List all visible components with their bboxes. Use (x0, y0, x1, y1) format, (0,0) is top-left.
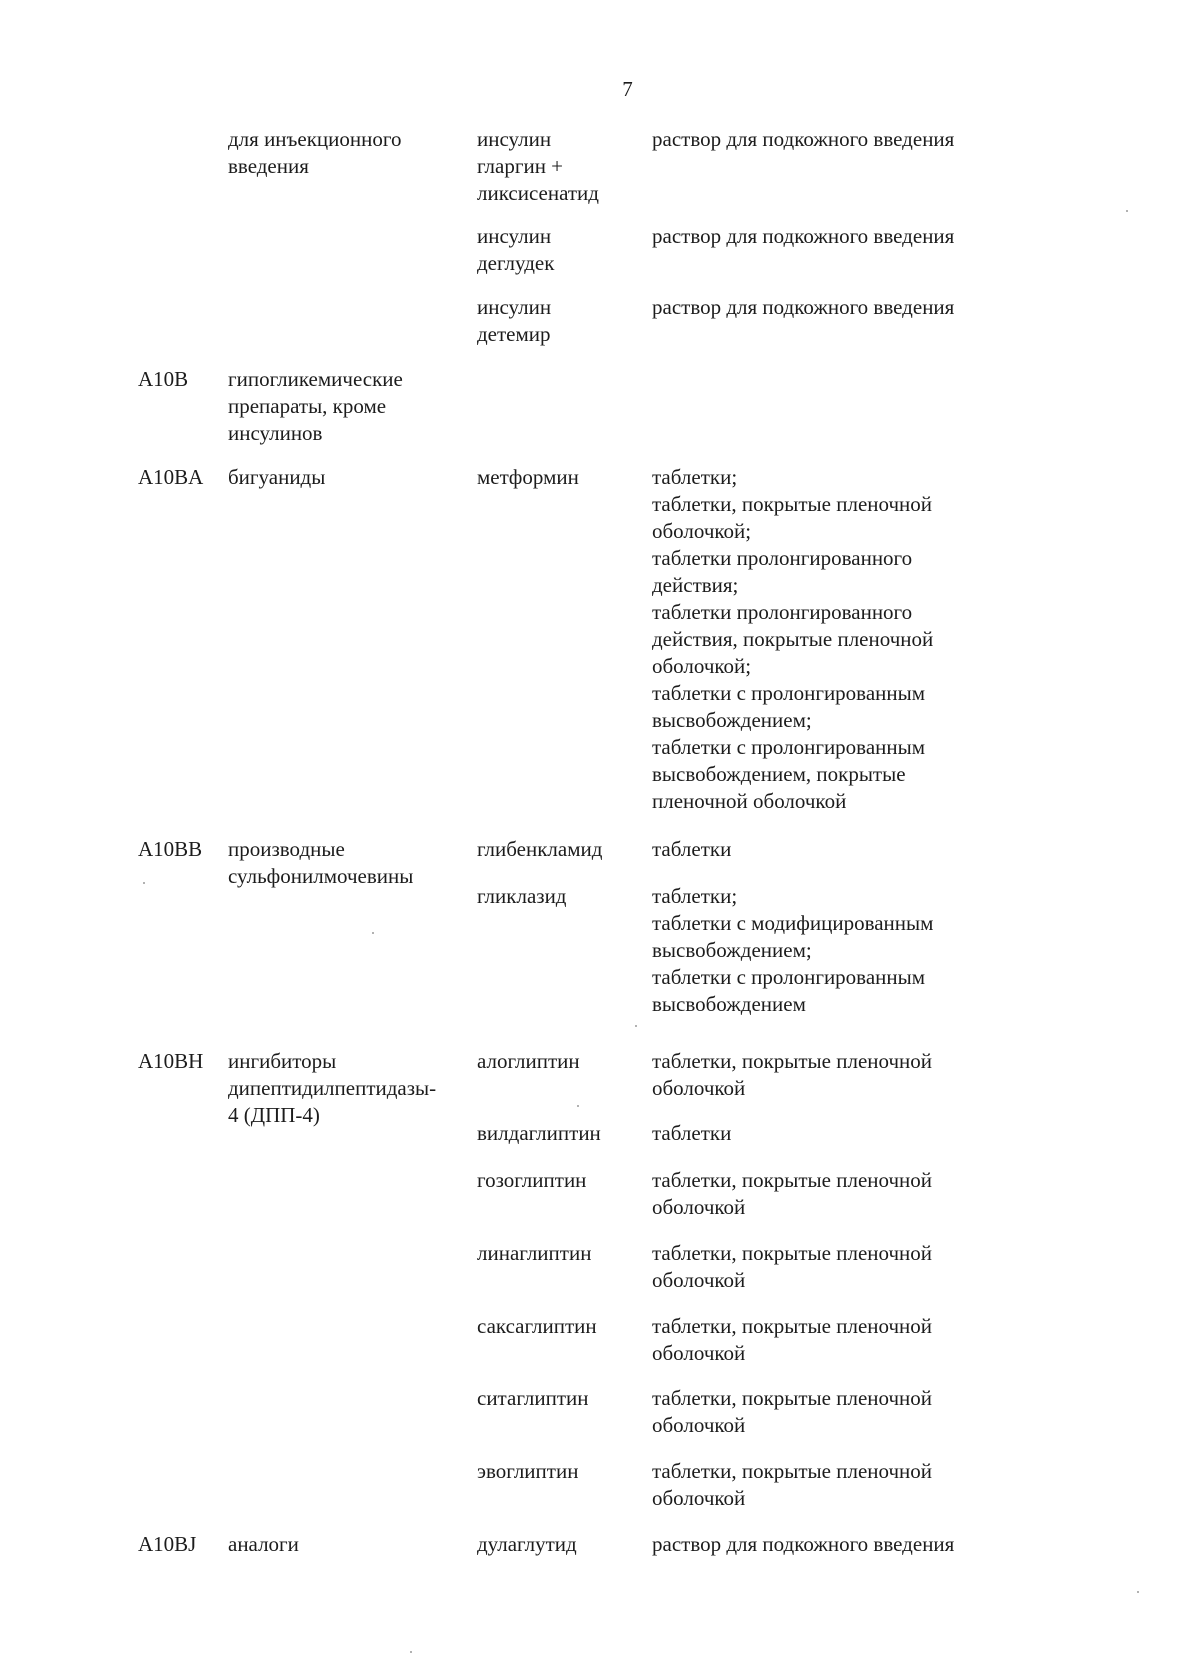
drug-line: инсулин (477, 127, 552, 151)
drug-line: глибенкламид (477, 837, 603, 861)
drug-name (477, 1120, 652, 1147)
form-line: высвобождением; (652, 938, 812, 962)
form-line: высвобождением (652, 992, 806, 1016)
drug-line: инсулин (477, 224, 552, 248)
form-line: оболочкой (652, 1195, 746, 1219)
form-line: таблетки с пролонгированным (652, 965, 926, 989)
page-number: 7 (622, 77, 633, 101)
scan-speck (1126, 210, 1128, 212)
atc-code: A10BA (138, 465, 204, 489)
drug-line: алоглиптин (477, 1049, 580, 1073)
drug-name (477, 294, 652, 348)
group-line: сульфонилмочевины (228, 864, 414, 888)
drug-line: метформин (477, 465, 579, 489)
drug-line: эвоглиптин (477, 1459, 579, 1483)
drug-line: гликлазид (477, 884, 567, 908)
drug-name (477, 464, 652, 491)
form-line: таблетки; (652, 884, 738, 908)
form-line: высвобождением; (652, 708, 812, 732)
dosage-form (652, 1167, 992, 1221)
drug-name (477, 1313, 652, 1340)
form-line: таблетки (652, 1121, 732, 1145)
form-line: таблетки, покрытые пленочной (652, 1168, 933, 1192)
form-line: таблетки с пролонгированным (652, 681, 926, 705)
drug-name (477, 1531, 652, 1558)
group-line: производные (228, 837, 345, 861)
group-line: ингибиторы (228, 1049, 337, 1073)
drug-line: вилдаглиптин (477, 1121, 601, 1145)
dosage-form (652, 836, 992, 863)
anatomical-group (228, 1048, 468, 1129)
drug-line: гозоглиптин (477, 1168, 587, 1192)
atc-code: A10BH (138, 1049, 204, 1073)
dosage-form (652, 1385, 992, 1439)
dosage-form (652, 126, 992, 153)
drug-line: дулаглутид (477, 1532, 577, 1556)
anatomical-group (228, 126, 468, 180)
form-line: раствор для подкожного введения (652, 295, 955, 319)
drug-name (477, 1240, 652, 1267)
form-line: таблетки, покрытые пленочной (652, 492, 933, 516)
anatomical-group (228, 1531, 468, 1558)
form-line: таблетки, покрытые пленочной (652, 1386, 933, 1410)
form-line: таблетки; (652, 465, 738, 489)
dosage-form (652, 883, 992, 1018)
form-line: таблетки пролонгированного (652, 600, 913, 624)
drug-line: ситаглиптин (477, 1386, 589, 1410)
form-line: таблетки, покрытые пленочной (652, 1459, 933, 1483)
group-line: гипогликемические (228, 367, 403, 391)
group-line: инсулинов (228, 421, 323, 445)
form-line: оболочкой (652, 1268, 746, 1292)
drug-line: деглудек (477, 251, 555, 275)
form-line: действия; (652, 573, 739, 597)
drug-line: ликсисенатид (477, 181, 599, 205)
scan-speck (635, 1025, 637, 1027)
group-line: бигуаниды (228, 465, 326, 489)
drug-name (477, 836, 652, 863)
drug-line: детемир (477, 322, 551, 346)
scan-speck (372, 932, 374, 934)
form-line: оболочкой (652, 1413, 746, 1437)
drug-name (477, 1048, 652, 1075)
atc-code: A10BJ (138, 1532, 197, 1556)
dosage-form (652, 1120, 992, 1147)
drug-name (477, 1167, 652, 1194)
scan-speck (143, 882, 145, 884)
form-line: оболочкой (652, 1341, 746, 1365)
dosage-form (652, 464, 992, 815)
form-line: оболочкой (652, 1486, 746, 1510)
scan-speck (577, 1105, 579, 1107)
form-line: пленочной оболочкой (652, 789, 847, 813)
form-line: таблетки с модифицированным (652, 911, 934, 935)
group-line: 4 (ДПП-4) (228, 1103, 320, 1127)
atc-code: A10B (138, 367, 189, 391)
form-line: раствор для подкожного введения (652, 1532, 955, 1556)
drug-name (477, 126, 652, 207)
form-line: таблетки, покрытые пленочной (652, 1241, 933, 1265)
drug-line: саксаглиптин (477, 1314, 597, 1338)
scan-speck (410, 1651, 412, 1653)
drug-name (477, 883, 652, 910)
drug-line: гларгин + (477, 154, 564, 178)
drug-line: линаглиптин (477, 1241, 592, 1265)
group-line: введения (228, 154, 309, 178)
drug-line: инсулин (477, 295, 552, 319)
dosage-form (652, 1458, 992, 1512)
form-line: таблетки, покрытые пленочной (652, 1314, 933, 1338)
dosage-form (652, 223, 992, 250)
group-line: препараты, кроме (228, 394, 387, 418)
form-line: высвобождением, покрытые (652, 762, 906, 786)
form-line: таблетки, покрытые пленочной (652, 1049, 933, 1073)
group-line: для инъекционного (228, 127, 402, 151)
form-line: раствор для подкожного введения (652, 224, 955, 248)
dosage-form (652, 294, 992, 321)
group-line: дипептидилпептидазы- (228, 1076, 437, 1100)
form-line: таблетки (652, 837, 732, 861)
form-line: оболочкой; (652, 654, 752, 678)
drug-name (477, 1458, 652, 1485)
dosage-form (652, 1531, 992, 1558)
form-line: таблетки с пролонгированным (652, 735, 926, 759)
form-line: таблетки пролонгированного (652, 546, 913, 570)
dosage-form (652, 1313, 992, 1367)
dosage-form (652, 1240, 992, 1294)
atc-code: A10BB (138, 837, 203, 861)
group-line: аналоги (228, 1532, 299, 1556)
anatomical-group (228, 836, 468, 890)
anatomical-group (228, 464, 468, 491)
form-line: оболочкой; (652, 519, 752, 543)
drug-name (477, 223, 652, 277)
form-line: раствор для подкожного введения (652, 127, 955, 151)
anatomical-group (228, 366, 468, 447)
drug-name (477, 1385, 652, 1412)
form-line: оболочкой (652, 1076, 746, 1100)
form-line: действия, покрытые пленочной (652, 627, 934, 651)
dosage-form (652, 1048, 992, 1102)
scan-speck (1137, 1591, 1139, 1593)
